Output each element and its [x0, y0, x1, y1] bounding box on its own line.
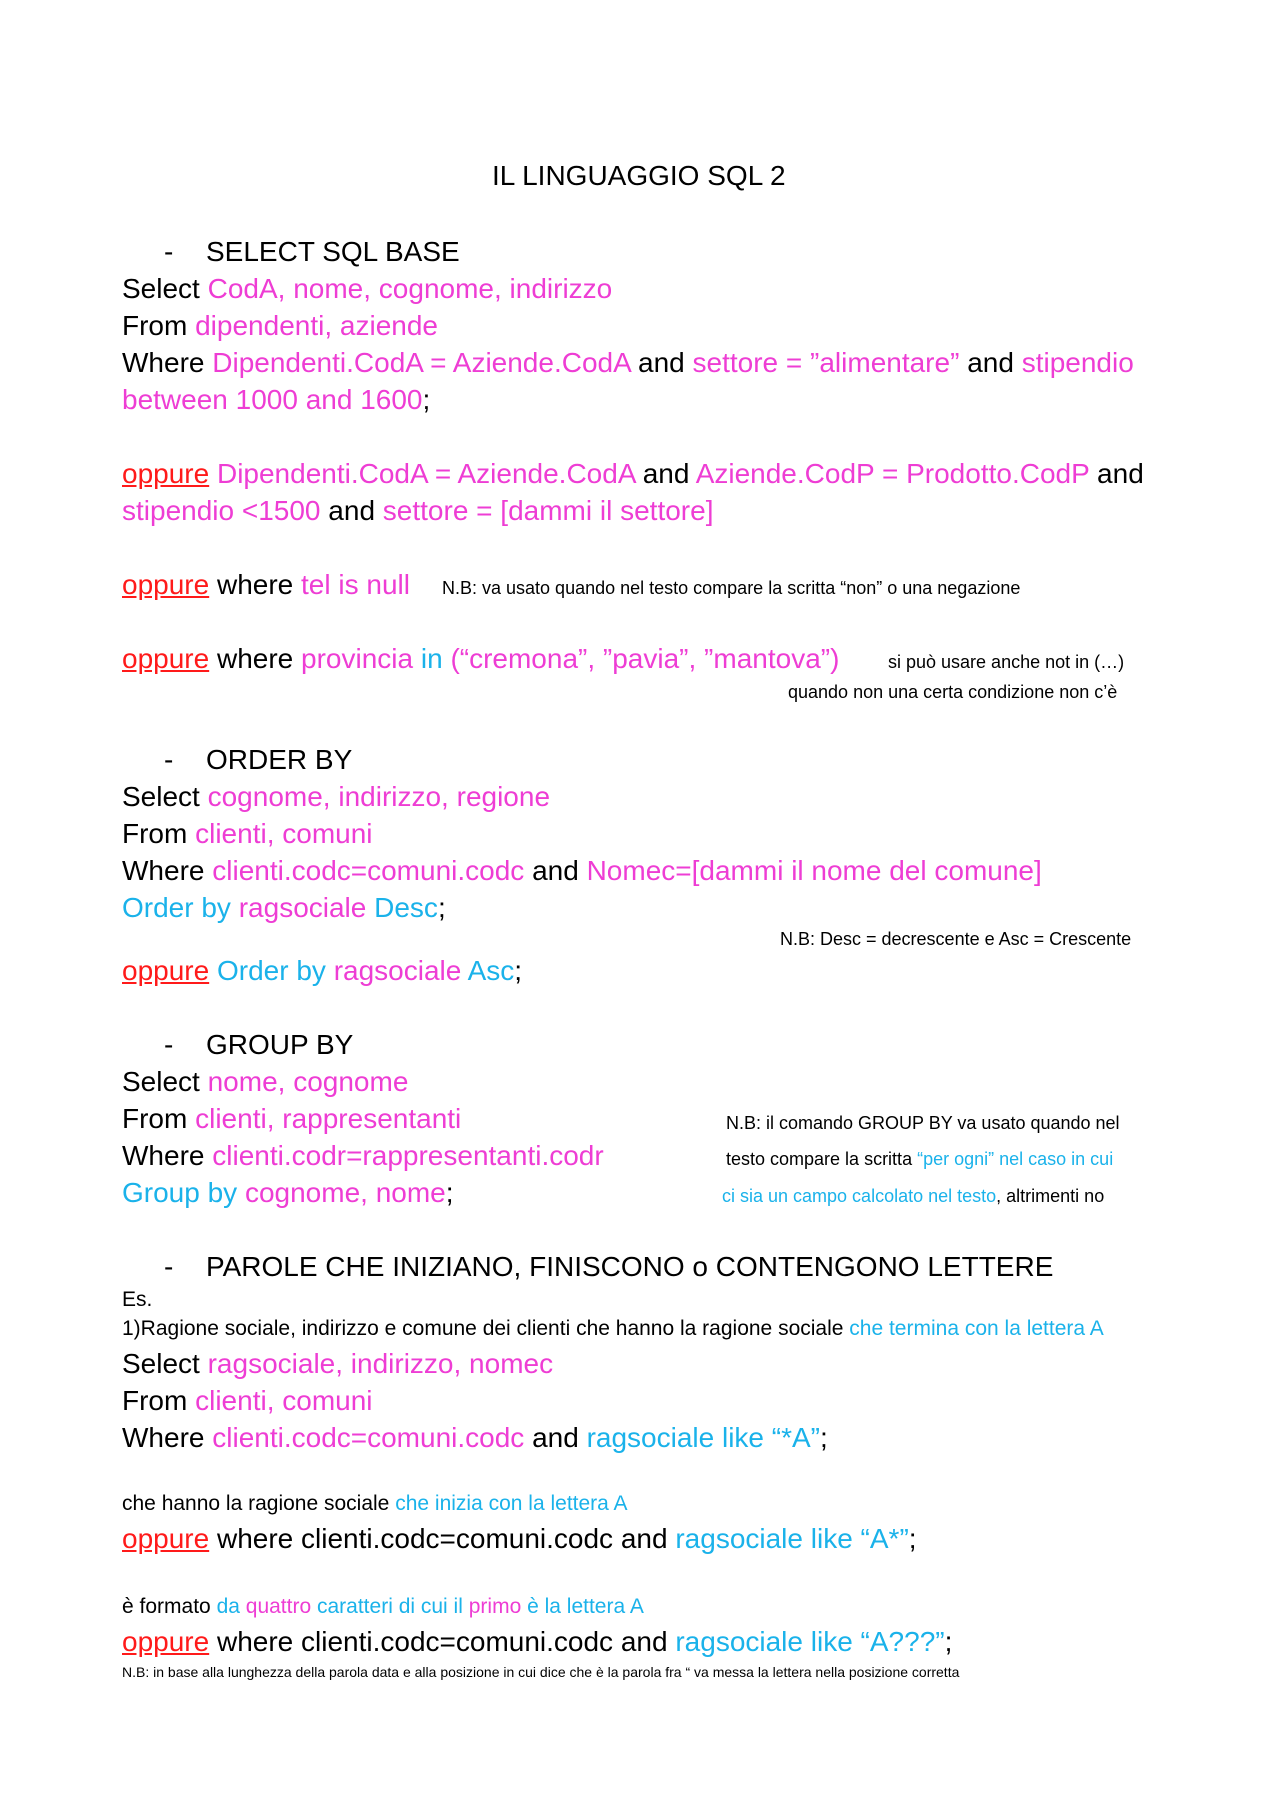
where-line-cont [122, 382, 430, 418]
from-line [122, 1383, 373, 1419]
keyword-select: Select [122, 1066, 200, 1097]
like-clause: ragsociale like “A*” [675, 1523, 909, 1554]
section-heading-select [164, 234, 460, 270]
where-cond: Aziende.CodP = Prodotto.CodP [695, 458, 1090, 489]
example-text: che hanno la ragione sociale [122, 1492, 390, 1515]
keyword-and: and [967, 347, 1014, 378]
note-highlight: “per ogni” nel caso in cui [917, 1149, 1114, 1169]
note-text: testo compare la scritta [726, 1149, 913, 1169]
keyword-from: From [122, 1103, 188, 1134]
where-clause: where clienti.codc=comuni.codc and [216, 1523, 668, 1554]
keyword-where: Where [122, 1140, 205, 1171]
order-field: ragsociale [333, 955, 462, 986]
oppure-label: oppure [122, 1523, 210, 1554]
alt1-line [122, 456, 1144, 492]
semicolon: ; [422, 384, 431, 415]
alt2-note: N.B: va usato quando nel testo compare la scritta “non” o una negazione [442, 578, 1021, 598]
alt1-line-cont [122, 493, 713, 529]
oppure-label: oppure [122, 955, 210, 986]
alt3-note-1: si può usare anche not in (…) [888, 652, 1125, 672]
es-label: Es. [122, 1288, 153, 1311]
keyword-and: and [532, 1422, 579, 1453]
example-3-text [122, 1594, 644, 1620]
select-fields: CodA, nome, cognome, indirizzo [207, 273, 613, 304]
order-direction: Asc [467, 955, 515, 986]
example-highlight: quattro [245, 1595, 312, 1618]
semicolon: ; [820, 1422, 828, 1453]
example-1-text [122, 1316, 1104, 1342]
where-cond: clienti.codc=comuni.codc [212, 855, 525, 886]
alt2-line [122, 567, 410, 603]
keyword-order-by: Order by [122, 892, 231, 923]
select-line [122, 1064, 408, 1100]
example-text: è formato [122, 1595, 211, 1618]
keyword-where: Where [122, 347, 205, 378]
where-cond: settore = [dammi il settore] [382, 495, 714, 526]
semicolon: ; [445, 1177, 454, 1208]
oppure-label: oppure [122, 1626, 210, 1657]
keyword-from: From [122, 1385, 188, 1416]
select-fields: nome, cognome [207, 1066, 409, 1097]
keyword-select: Select [122, 273, 200, 304]
where-clause: where clienti.codc=comuni.codc and [216, 1626, 668, 1657]
order-line [122, 890, 446, 926]
where-cond: settore = ”alimentare” [692, 347, 960, 378]
from-tables: clienti, comuni [195, 1385, 373, 1416]
where-cond: clienti.codr=rappresentanti.codr [212, 1140, 604, 1171]
example-highlight: che termina con la lettera A [849, 1317, 1104, 1340]
section-heading-like [164, 1249, 1053, 1285]
where-cond: stipendio <1500 [122, 495, 321, 526]
select-line [122, 779, 550, 815]
where-cond: clienti.codc=comuni.codc [212, 1422, 525, 1453]
footnote: N.B: in base alla lunghezza della parola data e alla posizione in cui dice che è la parola fra “ va messa la lettera nella posizione corretta [122, 1664, 960, 1680]
example-2-text [122, 1491, 628, 1517]
like-clause: ragsociale like “A???” [675, 1626, 945, 1657]
keyword-select: Select [122, 781, 200, 812]
bullet-dash: - [164, 1251, 174, 1282]
note-text: , altrimenti no [996, 1186, 1105, 1206]
select-fields: ragsociale, indirizzo, nomec [207, 1348, 554, 1379]
from-tables: dipendenti, aziende [195, 310, 438, 341]
heading-text: ORDER BY [206, 744, 353, 775]
order-note: N.B: Desc = decrescente e Asc = Crescente [780, 929, 1132, 949]
group-note-3 [722, 1185, 1104, 1207]
heading-text: GROUP BY [206, 1029, 354, 1060]
from-line [122, 1101, 461, 1137]
keyword-where: where [216, 643, 294, 674]
example-3-query [122, 1624, 952, 1660]
keyword-and: and [1097, 458, 1144, 489]
keyword-and: and [532, 855, 579, 886]
order-direction: Desc [374, 892, 438, 923]
where-line [122, 1420, 828, 1456]
from-tables: clienti, rappresentanti [195, 1103, 462, 1134]
where-cond: tel is null [301, 569, 410, 600]
keyword-and: and [642, 458, 690, 489]
where-field: provincia [301, 643, 414, 674]
bullet-dash: - [164, 744, 174, 775]
example-highlight: è la lettera A [527, 1595, 644, 1618]
order-alt-line [122, 953, 522, 989]
semicolon: ; [437, 892, 446, 923]
keyword-in: in [420, 643, 443, 674]
keyword-select: Select [122, 1348, 200, 1379]
heading-text: SELECT SQL BASE [206, 236, 460, 267]
keyword-from: From [122, 818, 188, 849]
where-line [122, 853, 1042, 889]
order-field: ragsociale [238, 892, 367, 923]
where-line [122, 1138, 604, 1174]
keyword-where: where [216, 569, 294, 600]
section-heading-order-by [164, 742, 352, 778]
where-cond: Nomec=[dammi il nome del comune] [586, 855, 1042, 886]
from-line [122, 816, 373, 852]
group-note-2 [726, 1148, 1113, 1170]
from-line [122, 308, 438, 344]
example-highlight: che inizia con la lettera A [395, 1492, 628, 1515]
where-line [122, 345, 1134, 381]
select-line [122, 271, 612, 307]
keyword-and: and [638, 347, 685, 378]
example-highlight: da [216, 1595, 240, 1618]
keyword-group-by: Group by [122, 1177, 238, 1208]
like-clause: ragsociale like “*A” [586, 1422, 820, 1453]
note-highlight: ci sia un campo calcolato nel testo [722, 1186, 997, 1206]
from-tables: clienti, comuni [195, 818, 373, 849]
bullet-dash: - [164, 236, 174, 267]
in-values: (“cremona”, ”pavia”, ”mantova”) [450, 643, 840, 674]
keyword-order-by: Order by [216, 955, 326, 986]
group-fields: cognome, nome [244, 1177, 446, 1208]
example-highlight: primo [468, 1595, 522, 1618]
select-fields: cognome, indirizzo, regione [207, 781, 551, 812]
heading-text: PAROLE CHE INIZIANO, FINISCONO o CONTENGONO LETTERE [206, 1251, 1054, 1282]
group-note-1: N.B: il comando GROUP BY va usato quando nel [726, 1113, 1120, 1133]
example-text: 1)Ragione sociale, indirizzo e comune dei clienti che hanno la ragione sociale [122, 1317, 844, 1340]
keyword-where: Where [122, 1422, 205, 1453]
oppure-label: oppure [122, 643, 210, 674]
select-line [122, 1346, 553, 1382]
where-cond: between 1000 and 1600 [122, 384, 423, 415]
keyword-and: and [328, 495, 376, 526]
keyword-from: From [122, 310, 188, 341]
keyword-where: Where [122, 855, 205, 886]
where-cond: Dipendenti.CodA = Aziende.CodA [212, 347, 631, 378]
example-highlight: caratteri di cui il [317, 1595, 463, 1618]
bullet-dash: - [164, 1029, 174, 1060]
where-cond: stipendio [1021, 347, 1134, 378]
example-2-query [122, 1521, 917, 1557]
alt3-note-2: quando non una certa condizione non c’è [788, 682, 1118, 702]
semicolon: ; [514, 955, 523, 986]
semicolon: ; [908, 1523, 917, 1554]
oppure-label: oppure [122, 458, 210, 489]
semicolon: ; [944, 1626, 953, 1657]
page-title: IL LINGUAGGIO SQL 2 [492, 160, 786, 191]
group-line [122, 1175, 454, 1211]
section-heading-group-by [164, 1027, 353, 1063]
oppure-label: oppure [122, 569, 210, 600]
alt3-line [122, 641, 839, 677]
where-cond: Dipendenti.CodA = Aziende.CodA [216, 458, 635, 489]
